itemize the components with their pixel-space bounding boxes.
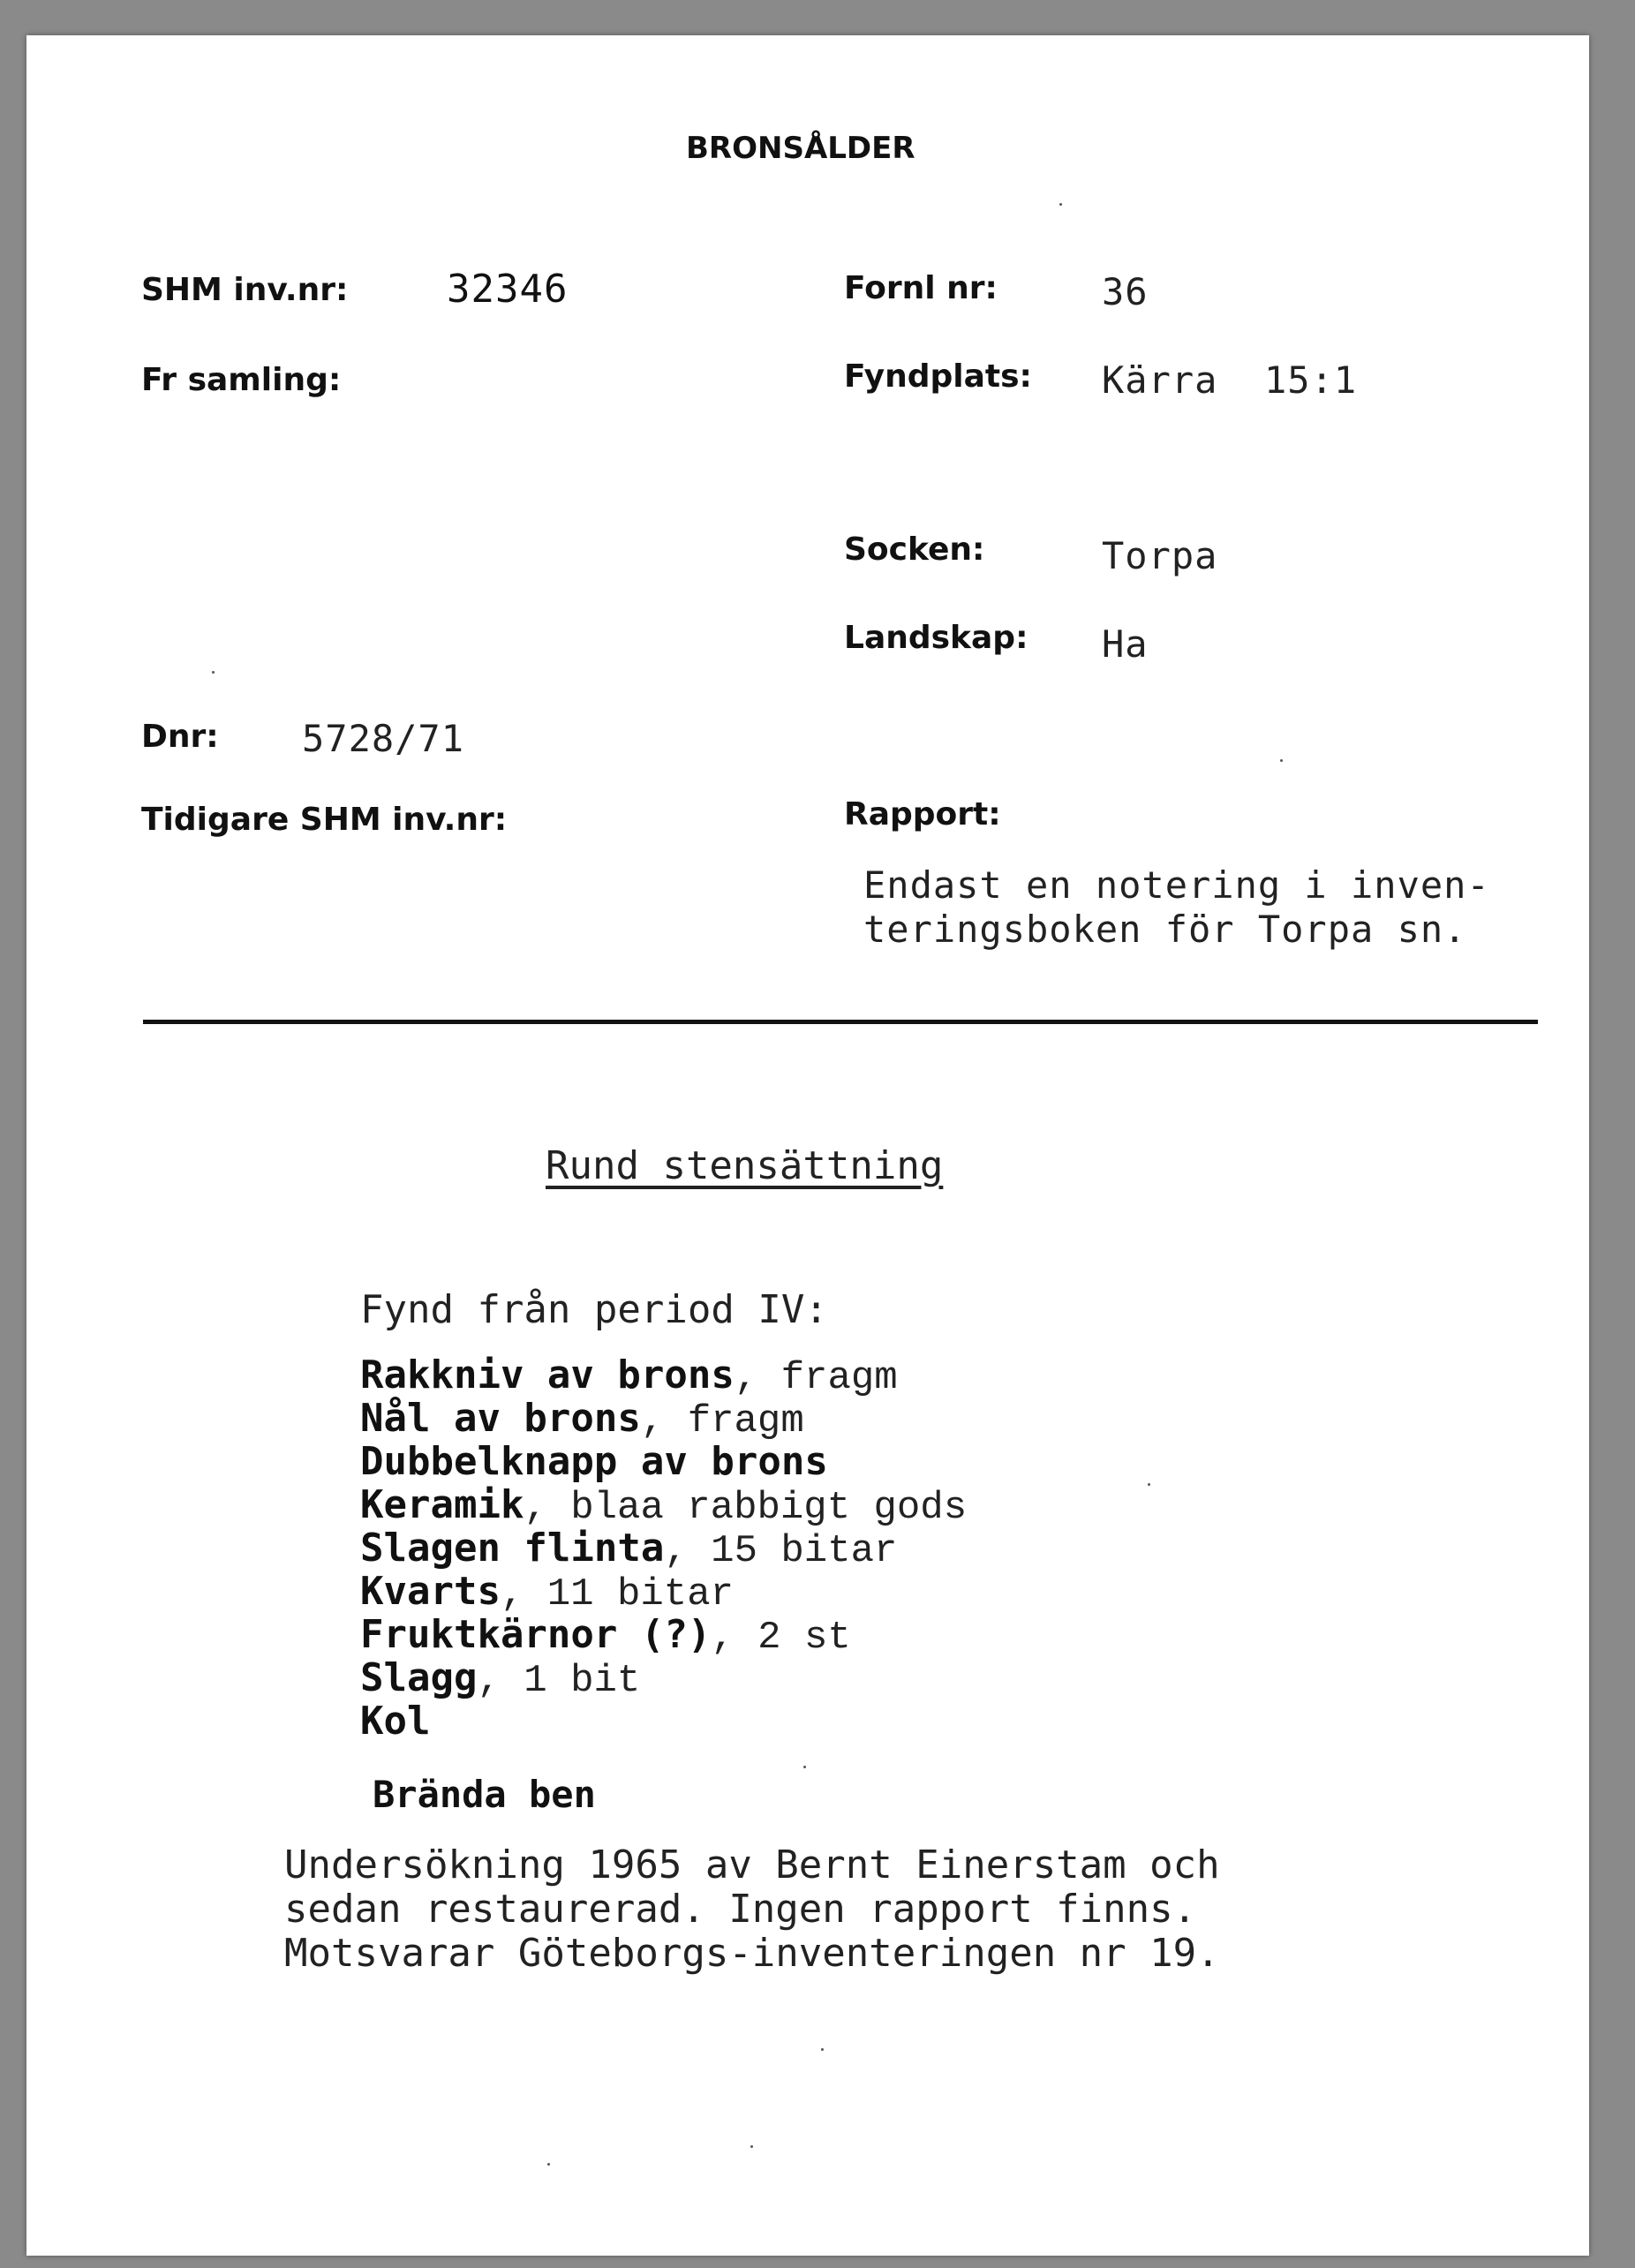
find-item	[360, 1353, 898, 1400]
section-divider	[143, 1020, 1538, 1024]
scan-speck	[803, 1766, 806, 1768]
find-name: Keramik	[360, 1482, 524, 1527]
dnr-label: Dnr:	[141, 719, 219, 755]
find-item	[360, 1655, 640, 1703]
fornl-nr-label: Fornl nr:	[844, 270, 998, 306]
find-item	[360, 1526, 897, 1573]
shm-inv-value: 32346	[447, 267, 569, 312]
landskap-value: Ha	[1102, 622, 1149, 666]
find-name: Kol	[360, 1699, 431, 1744]
find-item	[360, 1439, 828, 1487]
find-name: Fruktkärnor (?)	[360, 1612, 712, 1657]
shm-inv-label: SHM inv.nr:	[141, 272, 349, 308]
find-detail: , 2 st	[711, 1616, 851, 1660]
socken-label: Socken:	[844, 531, 985, 568]
fyndplats-value: Kärra 15:1	[1102, 358, 1358, 402]
find-item	[360, 1482, 967, 1530]
scan-speck	[750, 2145, 753, 2148]
fyndplats-label: Fyndplats:	[844, 358, 1032, 395]
find-item	[360, 1396, 804, 1443]
scan-speck	[212, 671, 215, 674]
find-item	[360, 1612, 851, 1660]
find-detail: , 11 bitar	[500, 1572, 734, 1616]
scan-speck	[821, 2048, 824, 2051]
scan-speck	[547, 2163, 550, 2166]
document-heading: BRONSÅLDER	[686, 131, 915, 166]
find-name: Rakkniv av brons	[360, 1353, 735, 1398]
find-name: Nål av brons	[360, 1396, 641, 1441]
note-line: Motsvarar Göteborgs-inventeringen nr 19.	[284, 1931, 1220, 1976]
find-name: Dubbelknapp av brons	[360, 1439, 828, 1484]
excavation-note	[284, 1843, 1220, 1976]
find-item	[360, 1699, 430, 1746]
burnt-bones: Brända ben	[373, 1773, 596, 1816]
scan-speck	[1280, 759, 1283, 762]
document-page	[26, 35, 1589, 2256]
site-title: Rund stensättning	[546, 1143, 944, 1188]
find-name: Slagen flinta	[360, 1526, 665, 1571]
find-detail: , 1 bit	[477, 1659, 641, 1703]
scan-speck	[1059, 203, 1062, 206]
tidigare-shm-label: Tidigare SHM inv.nr:	[141, 802, 508, 838]
find-detail: , 15 bitar	[664, 1529, 898, 1573]
find-name: Slagg	[360, 1655, 478, 1700]
note-line: Undersökning 1965 av Bernt Einerstam och	[284, 1842, 1220, 1887]
landskap-label: Landskap:	[844, 620, 1028, 656]
find-item	[360, 1569, 734, 1616]
socken-value: Torpa	[1102, 534, 1218, 577]
find-name: Kvarts	[360, 1569, 501, 1614]
find-detail: , fragm	[734, 1356, 898, 1400]
fornl-nr-value: 36	[1102, 270, 1149, 313]
find-detail: , blaa rabbigt gods	[524, 1486, 968, 1530]
dnr-value: 5728/71	[302, 717, 465, 760]
rapport-text-line-2: teringsboken för Torpa sn.	[863, 908, 1467, 951]
rapport-text-line-1: Endast en notering i inven-	[863, 863, 1490, 907]
rapport-label: Rapport:	[844, 796, 1001, 833]
note-line: sedan restaurerad. Ingen rapport finns.	[284, 1887, 1197, 1932]
period-intro: Fynd från period IV:	[360, 1287, 828, 1332]
scan-speck	[1148, 1483, 1150, 1486]
find-detail: , fragm	[640, 1399, 804, 1443]
fr-samling-label: Fr samling:	[141, 362, 342, 398]
